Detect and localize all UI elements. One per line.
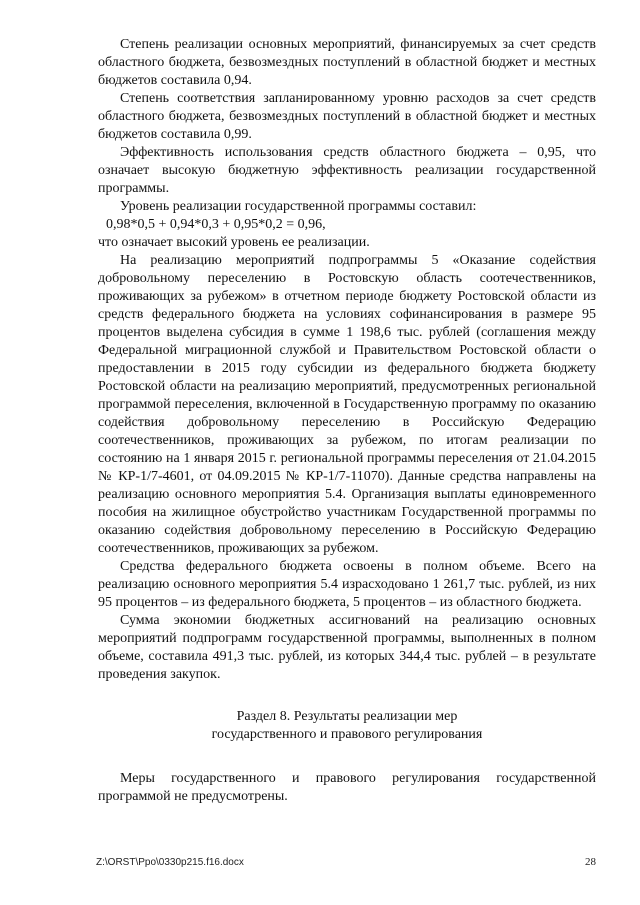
section-heading-line-1: Раздел 8. Результаты реализации мер [236, 709, 458, 724]
section-heading-line-2: государственного и правового регулирования [211, 727, 483, 742]
formula-line: 0,98*0,5 + 0,94*0,3 + 0,95*0,2 = 0,96, [106, 217, 326, 232]
document-body [98, 36, 596, 806]
formula-conclusion: что означает высокий уровень ее реализации. [98, 235, 370, 250]
footer-page-number: 28 [585, 856, 596, 868]
paragraph-expenditure-compliance: Степень соответствия запланированному уровню расходов за счет средств областного бюджета, безвозмездных поступлений в областной бюджет и местных бюджетов составила 0,99. [98, 91, 596, 142]
paragraph-subprogram-5: На реализацию мероприятий подпрограммы 5 «Оказание содействия добровольному переселению в Ростовскую область соотечественников, проживающих за рубежом» в отчетном периоде бюджету Ростовской области из средств федерального бюджета на условиях софинансирования в размере 95 процентов выделена субсидия в сумме 1 198,6 тыс. рублей (соглашения между Федеральной миграционной службой и Правительством Ростовской области о предоставлении в 2015 году субсидии из федерального бюджета бюджету Ростовской области на реализацию мероприятий, предусмотренных региональной программой переселения, включенной в Государственную программу по оказанию содействия добровольному переселению в Российскую Федерацию соотечественников, проживающих за рубежом, по итогам реализации по состоянию на 1 января 2015 г. региональной программы переселения от 21.04.2015 № КР-1/7-4601, от 04.09.2015 № КР-1/7-11070). Данные средства направлены на реализацию основного мероприятия 5.4. Организация выплаты единовременного пособия на жилищное обустройство участникам Государственной программы по оказанию содействия добровольному переселению в Российскую Федерацию соотечественников, проживающих за рубежом. [98, 253, 596, 556]
paragraph-regulation-measures: Меры государственного и правового регулирования государственной программой не предусмотрены. [98, 771, 596, 804]
paragraph-implementation-degree: Степень реализации основных мероприятий, финансируемых за счет средств областного бюджета, безвозмездных поступлений в областной бюджет и местных бюджетов составила 0,94. [98, 37, 596, 88]
footer-file-path: Z:\ORST\Ppo\0330p215.f16.docx [96, 857, 244, 868]
paragraph-savings: Сумма экономии бюджетных ассигнований на реализацию основных мероприятий подпрограмм государственной программы, выполненных в полном объеме, составила 491,3 тыс. рублей, из которых 344,4 тыс. рублей – в результате проведения закупок. [98, 613, 596, 682]
paragraph-federal-funds: Средства федерального бюджета освоены в полном объеме. Всего на реализацию основного мероприятия 5.4 израсходовано 1 261,7 тыс. рублей, из них 95 процентов – из федерального бюджета, 5 процентов – из областного бюджета. [98, 559, 596, 610]
paragraph-budget-efficiency: Эффективность использования средств областного бюджета – 0,95, что означает высокую бюджетную эффективность реализации государственной программы. [98, 145, 596, 196]
paragraph-program-level: Уровень реализации государственной программы составил: [120, 199, 477, 214]
section-heading [98, 708, 596, 744]
